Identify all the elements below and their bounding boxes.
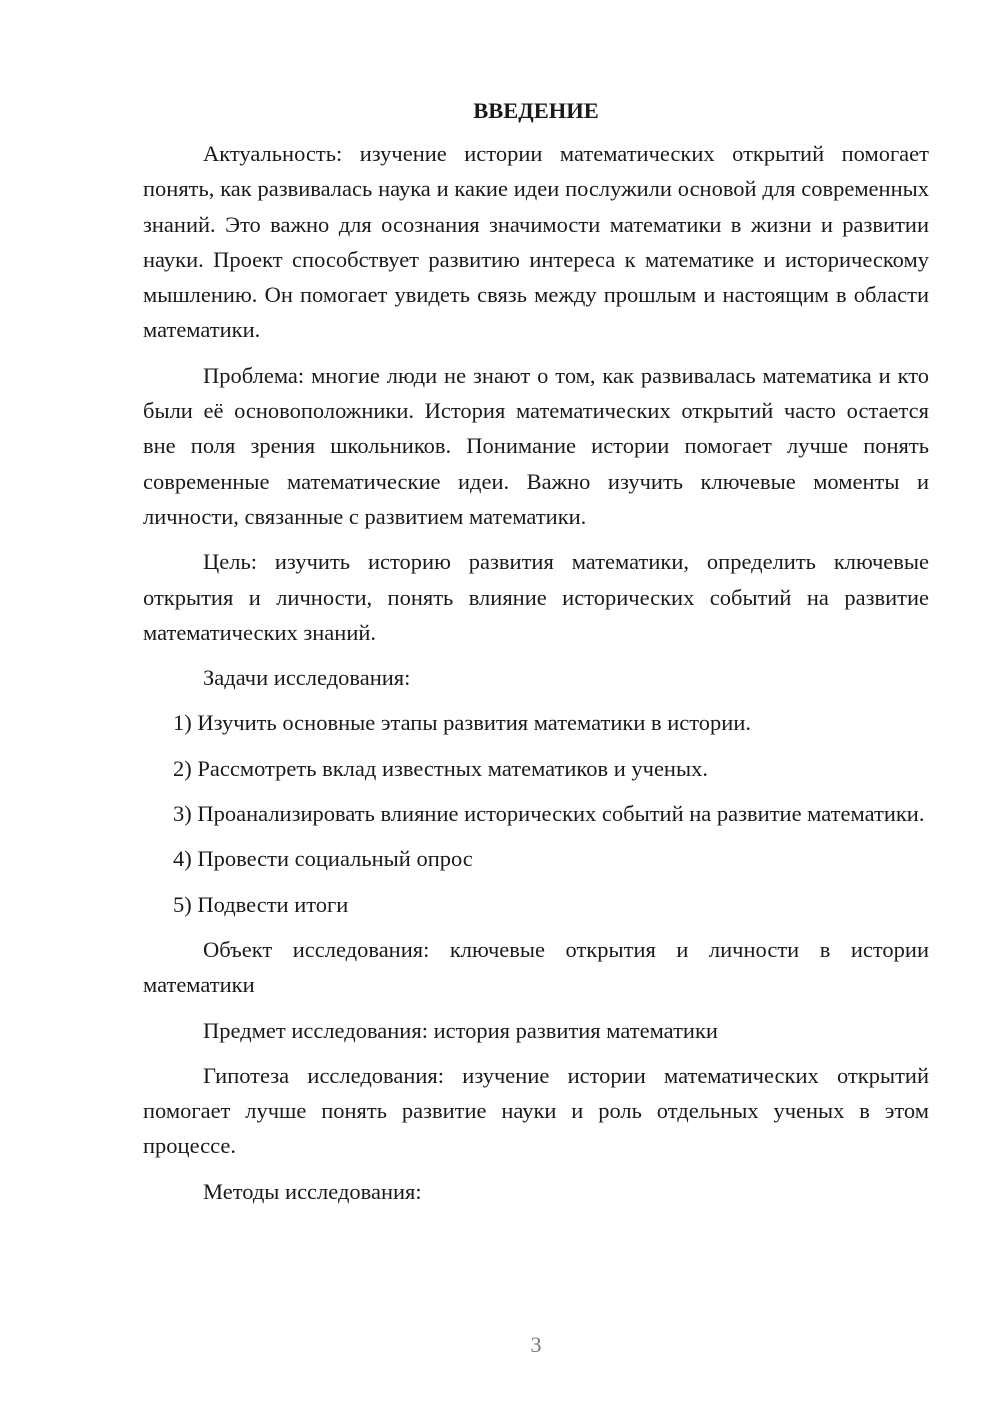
- page-number: 3: [530, 1332, 542, 1357]
- task-item: 1) Изучить основные этапы развития математики в истории.: [173, 710, 752, 736]
- hypothesis-paragraph: Гипотеза исследования: изучение истории математических открытий помогает лучше понять развитие науки и роль отдельных ученых в этом процессе.: [143, 1062, 929, 1159]
- document-body: [143, 96, 929, 1219]
- relevance-paragraph: Актуальность: изучение истории математических открытий помогает понять, как развивалась наука и какие идеи послужили основой для современных знаний. Это важно для осознания значимости математики в жизни и развитии науки. Проект способствует развитию интереса к математике и историческому мышлению. Он помогает увидеть связь между прошлым и настоящим в области математики.: [143, 141, 929, 343]
- methods-title: Методы исследования:: [203, 1178, 422, 1204]
- task-item: 5) Подвести итоги: [173, 891, 349, 917]
- subject-paragraph: Предмет исследования: история развития математики: [203, 1017, 718, 1043]
- problem-paragraph: Проблема: многие люди не знают о том, как развивалась математика и кто были её основоположники. История математических открытий часто остается вне поля зрения школьников. Понимание истории помогает лучше понять современные математические идеи. Важно изучить ключевые моменты и личности, связанные с развитием математики.: [143, 362, 929, 529]
- task-item: 3) Проанализировать влияние исторических событий на развитие математики.: [173, 801, 925, 827]
- task-item: 2) Рассмотреть вклад известных математиков и ученых.: [173, 755, 708, 781]
- section-heading: ВВЕДЕНИЕ: [473, 98, 599, 123]
- goal-paragraph: Цель: изучить историю развития математики, определить ключевые открытия и личности, понять влияние исторических событий на развитие математических знаний.: [143, 549, 929, 645]
- task-item: 4) Провести социальный опрос: [173, 846, 473, 872]
- tasks-title: Задачи исследования:: [203, 665, 411, 691]
- object-paragraph: Объект исследования: ключевые открытия и личности в истории математики: [143, 936, 929, 998]
